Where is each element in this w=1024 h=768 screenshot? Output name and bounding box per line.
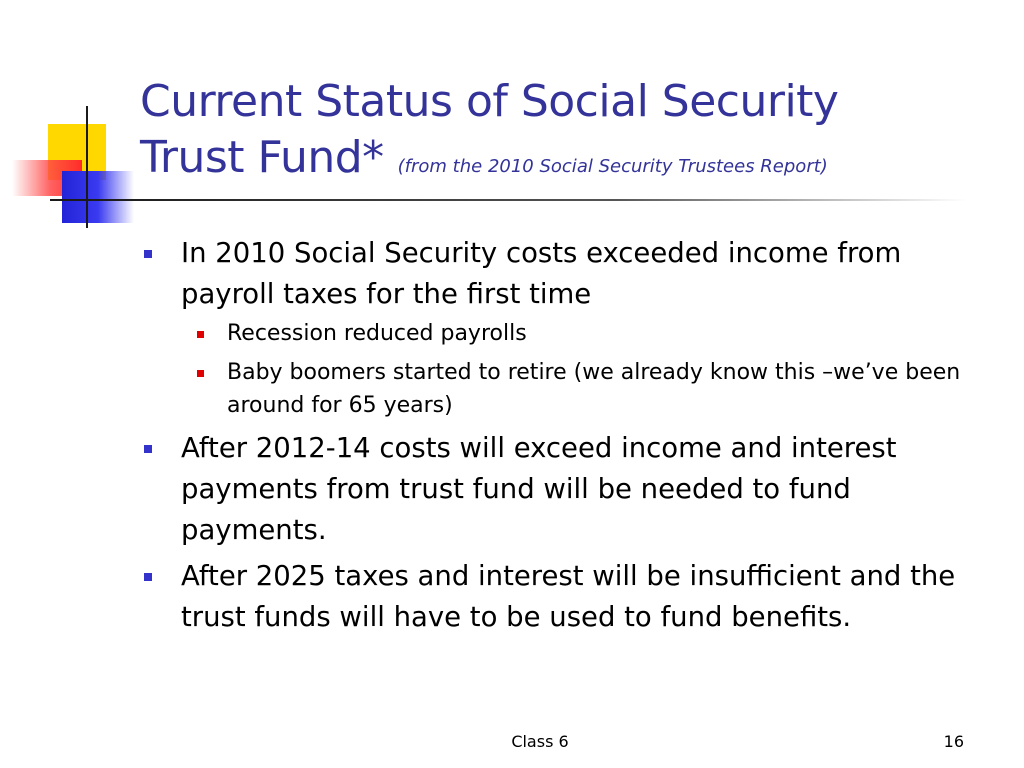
sub-bullet-square-icon (197, 370, 204, 377)
bullet-item (140, 233, 1000, 422)
bullet-square-icon (144, 250, 152, 258)
slide-title (140, 74, 1000, 195)
bullet-text: After 2012-14 costs will exceed income and interest payments from trust fund will be needed to fund payments. (181, 432, 897, 546)
sub-bullet-item (181, 317, 1007, 350)
bullet-square-icon (144, 445, 152, 453)
logo-vertical-line (86, 106, 88, 228)
title-divider (86, 199, 966, 201)
logo-blue-square (62, 171, 134, 223)
bullet-item (140, 428, 1000, 551)
sub-bullet-item (181, 356, 1007, 422)
sub-bullet-list (181, 317, 1000, 422)
sub-bullet-text: Baby boomers started to retire (we already know this –we’ve been around for 65 years) (227, 360, 961, 418)
bullet-square-icon (144, 573, 152, 581)
title-line-2 (140, 130, 1000, 195)
title-line-2-text: Trust Fund* (140, 132, 384, 183)
footer-class-label: Class 6 (511, 732, 569, 751)
bullet-item (140, 556, 1000, 638)
bullet-text: In 2010 Social Security costs exceeded income from payroll taxes for the first time (181, 237, 902, 310)
slide-subtitle: (from the 2010 Social Security Trustees Report) (397, 156, 828, 177)
title-line-1: Current Status of Social Security (140, 76, 839, 127)
bullet-text: After 2025 taxes and interest will be insufficient and the trust funds will have to be used to fund benefits. (181, 560, 956, 633)
sub-bullet-square-icon (197, 331, 204, 338)
page-number: 16 (943, 732, 964, 751)
bullet-list (140, 233, 1000, 643)
sub-bullet-text: Recession reduced payrolls (227, 321, 527, 346)
